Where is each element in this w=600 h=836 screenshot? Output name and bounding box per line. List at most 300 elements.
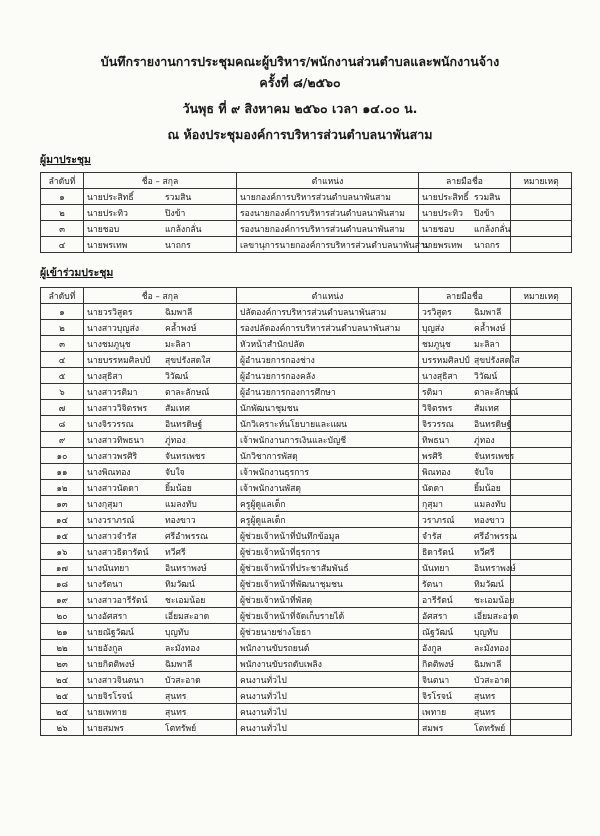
last-name: คล้ำพงษ์ — [165, 323, 197, 334]
first-name: นายจิรโรจน์ — [87, 691, 133, 702]
col-header-signature: ลายมือชื่อ — [419, 173, 511, 189]
first-name: นางวราภรณ์ — [87, 515, 135, 526]
remark — [511, 400, 572, 416]
person-name — [84, 544, 237, 560]
row-number: ๑๕ — [41, 528, 84, 544]
signature-first: วรวิสูตร — [422, 307, 452, 318]
last-name: ละมังทอง — [165, 643, 200, 654]
row-number: ๓ — [41, 336, 84, 352]
person-name — [84, 560, 237, 576]
signature-first: รัตนา — [422, 579, 443, 590]
position: ผู้ช่วยนายช่างโยธา — [237, 624, 419, 640]
signature-last: ภู่ทอง — [474, 435, 495, 446]
remark — [511, 480, 572, 496]
signature — [419, 528, 517, 544]
signature — [419, 608, 519, 624]
table-row — [41, 400, 572, 416]
signature — [419, 189, 511, 205]
person-name — [84, 608, 237, 624]
signature-first: จำรัส — [422, 531, 442, 542]
first-name: นางสาวบุญส่ง — [87, 323, 140, 334]
col-header-no: ลำดับที่ — [41, 288, 84, 304]
position: ปลัดองค์การบริหารส่วนตำบลนาพันสาม — [237, 304, 419, 320]
signature — [419, 720, 511, 736]
person-name — [84, 656, 237, 672]
person-name — [84, 592, 237, 608]
signature-first: ณัฐวัฒน์ — [422, 627, 454, 638]
row-number: ๒๖ — [41, 720, 84, 736]
signature — [419, 464, 511, 480]
last-name: อินทรดิษฐ์ — [165, 419, 203, 430]
person-name — [84, 221, 237, 237]
row-number: ๑๖ — [41, 544, 84, 560]
signature-last: จันทรเพชร — [474, 451, 515, 462]
meeting-venue: ณ ห้องประชุมองค์การบริหารส่วนตำบลนาพันสาม — [167, 127, 433, 142]
person-name — [84, 432, 237, 448]
row-number: ๔ — [41, 237, 84, 253]
person-name — [84, 640, 237, 656]
attendees-table — [40, 172, 572, 253]
position: ผู้ช่วยเจ้าหน้าที่พัสดุ — [237, 592, 419, 608]
signature — [419, 336, 511, 352]
table-row — [41, 688, 572, 704]
position: นายกองค์การบริหารส่วนตำบลนาพันสาม — [237, 189, 419, 205]
table-row — [41, 608, 572, 624]
table-row — [41, 352, 572, 368]
signature — [419, 416, 511, 432]
row-number: ๒๑ — [41, 624, 84, 640]
position: ครูผู้ดูแลเด็ก — [237, 496, 419, 512]
person-name — [84, 368, 237, 384]
person-name — [84, 624, 237, 640]
signature-first: กิตติพงษ์ — [422, 659, 454, 670]
signature-first: อารีรัตน์ — [422, 595, 453, 606]
remark — [511, 221, 572, 237]
last-name: นาถกร — [165, 240, 191, 251]
signature — [419, 448, 515, 464]
person-name — [84, 720, 237, 736]
person-name — [84, 672, 237, 688]
remark — [511, 544, 572, 560]
table-row — [41, 432, 572, 448]
first-name: นายวรวิสูตร — [87, 307, 133, 318]
first-name: นางสาวจำรัส — [87, 531, 137, 542]
remark — [511, 688, 572, 704]
signature — [419, 221, 511, 237]
signature — [419, 640, 511, 656]
first-name: นางจิรวรรณ — [87, 419, 134, 430]
table-row — [41, 448, 572, 464]
remark — [511, 592, 572, 608]
position: คนงานทั่วไป — [237, 688, 419, 704]
row-number: ๙ — [41, 432, 84, 448]
remark — [511, 608, 572, 624]
row-number: ๖ — [41, 384, 84, 400]
row-number: ๒ — [41, 205, 84, 221]
first-name: นางสาวนัดดา — [87, 483, 139, 494]
position: ผู้อำนวยการกองช่าง — [237, 352, 419, 368]
table-row — [41, 672, 572, 688]
last-name: บัวสะอาด — [165, 675, 201, 686]
signature-first: สมพร — [422, 723, 444, 734]
signature-last: อินทรดิษฐ์ — [474, 419, 512, 430]
signature-first: นายประสิทธิ์ — [422, 192, 469, 203]
signature-first: รติมา — [422, 387, 443, 398]
row-number: ๑๐ — [41, 448, 84, 464]
signature-last: มะลิลา — [474, 339, 500, 350]
signature-last: ทวีศรี — [474, 547, 495, 558]
signature-first: พรศิริ — [422, 451, 443, 462]
remark — [511, 704, 572, 720]
first-name: นายชอบ — [87, 224, 120, 235]
last-name: ทิมวัฒน์ — [165, 579, 195, 590]
person-name — [84, 320, 237, 336]
first-name: นายประทิว — [87, 208, 128, 219]
table-row — [41, 368, 572, 384]
first-name: นางสาวอารีรัตน์ — [87, 595, 148, 606]
remark — [511, 205, 572, 221]
col-header-remark: หมายเหตุ — [511, 173, 572, 189]
signature-last: สุนทร — [474, 691, 496, 702]
table-row — [41, 592, 572, 608]
signature-last: บัวสะอาด — [474, 675, 510, 686]
row-number: ๒๒ — [41, 640, 84, 656]
table-header-row — [41, 173, 572, 189]
attendees-heading: ผู้มาประชุม — [40, 154, 91, 166]
first-name: นายพรเทพ — [87, 240, 128, 251]
table-row — [41, 336, 572, 352]
signature — [419, 352, 520, 368]
last-name: ปิงข้า — [165, 208, 186, 219]
signature-last: ฉิมพาลี — [474, 659, 502, 670]
table-row — [41, 640, 572, 656]
first-name: นางชมภูนุช — [87, 339, 131, 350]
row-number: ๑ — [41, 189, 84, 205]
first-name: นายสมพร — [87, 723, 124, 734]
signature-first: พิณทอง — [422, 467, 451, 478]
position: ผู้ช่วยเจ้าหน้าที่ประชาสัมพันธ์ — [237, 560, 419, 576]
first-name: นายเพทาย — [87, 707, 127, 718]
position: หัวหน้าสำนักปลัด — [237, 336, 419, 352]
table-row — [41, 384, 572, 400]
signature-first: นายประทิว — [422, 208, 463, 219]
position: คนงานทั่วไป — [237, 720, 419, 736]
person-name — [84, 400, 237, 416]
position: รองนายกองค์การบริหารส่วนตำบลนาพันสาม — [237, 205, 419, 221]
row-number: ๑๙ — [41, 592, 84, 608]
signature — [419, 592, 515, 608]
signature-first: วราภรณ์ — [422, 515, 455, 526]
first-name: นางสาวรติมา — [87, 387, 138, 398]
signature — [419, 656, 511, 672]
position: ครูผู้ดูแลเด็ก — [237, 512, 419, 528]
last-name: รวมสิน — [165, 192, 192, 203]
position: ผู้ช่วยเจ้าหน้าที่บันทึกข้อมูล — [237, 528, 419, 544]
position: คนงานทั่วไป — [237, 672, 419, 688]
last-name: ฉิมพาลี — [165, 659, 193, 670]
col-header-position: ตำแหน่ง — [237, 173, 419, 189]
participants-heading: ผู้เข้าร่วมประชุม — [40, 267, 114, 279]
last-name: สัมเทศ — [165, 403, 190, 414]
row-number: ๓ — [41, 221, 84, 237]
person-name — [84, 205, 237, 221]
row-number: ๒ — [41, 320, 84, 336]
signature-first: อังกูล — [422, 643, 442, 654]
meeting-session: ครั้งที่ ๘/๒๕๖๐ — [259, 75, 341, 90]
row-number: ๘ — [41, 416, 84, 432]
first-name: นางพิณทอง — [87, 467, 131, 478]
remark — [511, 640, 572, 656]
row-number: ๒๕ — [41, 688, 84, 704]
attendees-rows — [41, 189, 572, 253]
person-name — [84, 512, 237, 528]
row-number: ๑๒ — [41, 480, 84, 496]
person-name — [84, 416, 237, 432]
table-row — [41, 496, 572, 512]
last-name: โตทรัพย์ — [165, 723, 197, 734]
signature — [419, 237, 511, 253]
remark — [511, 189, 572, 205]
signature — [419, 480, 511, 496]
position: ผู้อำนวยการกองคลัง — [237, 368, 419, 384]
last-name: ภู่ทอง — [165, 435, 186, 446]
row-number: ๒๕ — [41, 704, 84, 720]
position: ผู้ช่วยเจ้าหน้าที่พัฒนาชุมชน — [237, 576, 419, 592]
signature-first: นางสุธิสา — [422, 371, 458, 382]
signature-first: นายพรเทพ — [422, 240, 463, 251]
last-name: บุญทับ — [165, 627, 189, 638]
first-name: นางสาวธิดารัตน์ — [87, 547, 149, 558]
signature — [419, 672, 511, 688]
col-header-no: ลำดับที่ — [41, 173, 84, 189]
signature — [419, 400, 511, 416]
signature-last: ชะเอมน้อย — [474, 595, 515, 606]
signature — [419, 704, 511, 720]
remark — [511, 304, 572, 320]
signature-last: แมลงทับ — [474, 499, 506, 510]
last-name: จันทรเพชร — [165, 451, 206, 462]
signature-last: บุญทับ — [474, 627, 498, 638]
remark — [511, 656, 572, 672]
signature-last: จับใจ — [474, 467, 494, 478]
signature — [419, 496, 511, 512]
last-name: ชะเอมน้อย — [165, 595, 206, 606]
first-name: นายประสิทธิ์ — [87, 192, 134, 203]
last-name: ฉิมพาลี — [165, 307, 193, 318]
signature-first: อัศสรา — [422, 611, 448, 622]
first-name: นางสาวพรศิริ — [87, 451, 138, 462]
table-row — [41, 544, 572, 560]
signature-first: นันทยา — [422, 563, 450, 574]
signature — [419, 512, 511, 528]
position: นักวิเคราะห์นโยบายและแผน — [237, 416, 419, 432]
participants-rows — [41, 304, 572, 736]
remark — [511, 512, 572, 528]
signature-last: ทิมวัฒน์ — [474, 579, 504, 590]
remark — [511, 416, 572, 432]
signature-last: ตาละลักษณ์ — [474, 387, 519, 398]
position: คนงานทั่วไป — [237, 704, 419, 720]
signature-first: วิจิตรพร — [422, 403, 453, 414]
signature-first: นายชอบ — [422, 224, 455, 235]
first-name: นางรัตนา — [87, 579, 123, 590]
table-row — [41, 512, 572, 528]
signature — [419, 432, 511, 448]
signature-last: ละมังทอง — [474, 643, 509, 654]
table-row — [41, 304, 572, 320]
table-header-row — [41, 288, 572, 304]
row-number: ๑ — [41, 304, 84, 320]
signature-first: เพทาย — [422, 707, 447, 718]
signature-first: บุญส่ง — [422, 323, 445, 334]
row-number: ๑๔ — [41, 512, 84, 528]
col-header-remark: หมายเหตุ — [511, 288, 572, 304]
remark — [511, 464, 572, 480]
signature-last: สุนทร — [474, 707, 496, 718]
position: เจ้าพนักงานธุรการ — [237, 464, 419, 480]
first-name: นางอัศสรา — [87, 611, 128, 622]
first-name: นายอังกูล — [87, 643, 123, 654]
last-name: อินทราพงษ์ — [165, 563, 207, 574]
signature-last: ทองขาว — [474, 515, 505, 526]
last-name: มะลิลา — [165, 339, 191, 350]
first-name: นางสาวทิพธนา — [87, 435, 145, 446]
signature-last: ปิงข้า — [474, 208, 495, 219]
signature-first: บรรหมศิลปป์ — [422, 355, 470, 366]
signature-first: ชมภูนุช — [422, 339, 451, 350]
signature-last: เอี่ยมสะอาด — [474, 611, 519, 622]
first-name: นายกิตติพงษ์ — [87, 659, 135, 670]
signature-first: ธิดารัตน์ — [422, 547, 454, 558]
table-row — [41, 464, 572, 480]
position: พนักงานขับรถดับเพลิง — [237, 656, 419, 672]
row-number: ๑๘ — [41, 576, 84, 592]
row-number: ๑๑ — [41, 464, 84, 480]
table-row — [41, 720, 572, 736]
signature — [419, 688, 511, 704]
table-row — [41, 576, 572, 592]
first-name: นางสาววิจิตรพร — [87, 403, 148, 414]
signature-first: ทิพธนา — [422, 435, 450, 446]
remark — [511, 320, 572, 336]
signature-first: นัดดา — [422, 483, 444, 494]
signature — [419, 368, 511, 384]
last-name: เอี่ยมสะอาด — [165, 611, 210, 622]
last-name: แมลงทับ — [165, 499, 197, 510]
row-number: ๑๓ — [41, 496, 84, 512]
signature-last: คล้ำพงษ์ — [474, 323, 506, 334]
person-name — [84, 528, 237, 544]
signature-first: จินตนา — [422, 675, 450, 686]
position: เจ้าพนักงานพัสดุ — [237, 480, 419, 496]
table-row — [41, 205, 572, 221]
row-number: ๕ — [41, 368, 84, 384]
remark — [511, 528, 572, 544]
signature-last: ฉิมพาลี — [474, 307, 502, 318]
position: เลขานุการนายกองค์การบริหารส่วนตำบลนาพันสาม — [237, 237, 419, 253]
row-number: ๒๔ — [41, 672, 84, 688]
signature — [419, 205, 511, 221]
row-number: ๒๓ — [41, 656, 84, 672]
signature — [419, 320, 511, 336]
person-name — [84, 384, 237, 400]
signature-first: จิรโรจน์ — [422, 691, 452, 702]
last-name: แกล้งกลั่น — [165, 224, 202, 235]
signature-last: รวมสิน — [474, 192, 501, 203]
signature-last: นาถกร — [474, 240, 500, 251]
table-row — [41, 237, 572, 253]
last-name: สุขปรังสดใส — [165, 355, 211, 366]
first-name: นางกุสุมา — [87, 499, 123, 510]
signature-last: โตทรัพย์ — [474, 723, 506, 734]
person-name — [84, 688, 237, 704]
row-number: ๑๗ — [41, 560, 84, 576]
signature-last: ยิ้มน้อย — [474, 483, 501, 494]
last-name: ยิ้มน้อย — [165, 483, 192, 494]
meeting-date: วันพุธ ที่ ๙ สิงหาคม ๒๕๖๐ เวลา ๑๔.๐๐ น. — [182, 101, 418, 116]
position: ผู้ช่วยเจ้าหน้าที่จัดเก็บรายได้ — [237, 608, 419, 624]
first-name: นางนันทยา — [87, 563, 130, 574]
remark — [511, 624, 572, 640]
signature — [419, 384, 519, 400]
position: นักพัฒนาชุมชน — [237, 400, 419, 416]
signature-last: แกล้งกลั่น — [474, 224, 511, 235]
table-row — [41, 189, 572, 205]
remark — [511, 384, 572, 400]
document-title: บันทึกรายงานการประชุมคณะผู้บริหาร/พนักงานส่วนตำบลและพนักงานจ้าง — [100, 54, 500, 69]
position: ผู้ช่วยเจ้าหน้าที่ธุรการ — [237, 544, 419, 560]
position: รองนายกองค์การบริหารส่วนตำบลนาพันสาม — [237, 221, 419, 237]
table-row — [41, 221, 572, 237]
position: รองปลัดองค์การบริหารส่วนตำบลนาพันสาม — [237, 320, 419, 336]
remark — [511, 720, 572, 736]
signature-first: จิรวรรณ — [422, 419, 454, 430]
remark — [511, 432, 572, 448]
table-row — [41, 560, 572, 576]
person-name — [84, 704, 237, 720]
last-name: ทวีศรี — [165, 547, 186, 558]
signature-last: ศรีอำพรรณ — [474, 531, 517, 542]
person-name — [84, 336, 237, 352]
signature — [419, 560, 516, 576]
signature-last: อินทราพงษ์ — [474, 563, 516, 574]
position: เจ้าพนักงานการเงินและบัญชี — [237, 432, 419, 448]
remark — [511, 336, 572, 352]
table-row — [41, 320, 572, 336]
person-name — [84, 576, 237, 592]
signature-last: วิวัฒน์ — [474, 371, 498, 382]
col-header-signature: ลายมือชื่อ — [419, 288, 511, 304]
signature — [419, 576, 511, 592]
person-name — [84, 480, 237, 496]
col-header-position: ตำแหน่ง — [237, 288, 419, 304]
signature — [419, 624, 511, 640]
first-name: นายณัฐวัฒน์ — [87, 627, 134, 638]
table-row — [41, 528, 572, 544]
table-row — [41, 480, 572, 496]
first-name: นางสาวจินตนา — [87, 675, 144, 686]
signature-last: สัมเทศ — [474, 403, 499, 414]
person-name — [84, 496, 237, 512]
person-name — [84, 352, 237, 368]
row-number: ๒๐ — [41, 608, 84, 624]
table-row — [41, 416, 572, 432]
position: นักวิชาการพัสดุ — [237, 448, 419, 464]
position: ผู้อำนวยการกองการศึกษา — [237, 384, 419, 400]
remark — [511, 368, 572, 384]
remark — [511, 496, 572, 512]
last-name: วิวัฒน์ — [165, 371, 189, 382]
